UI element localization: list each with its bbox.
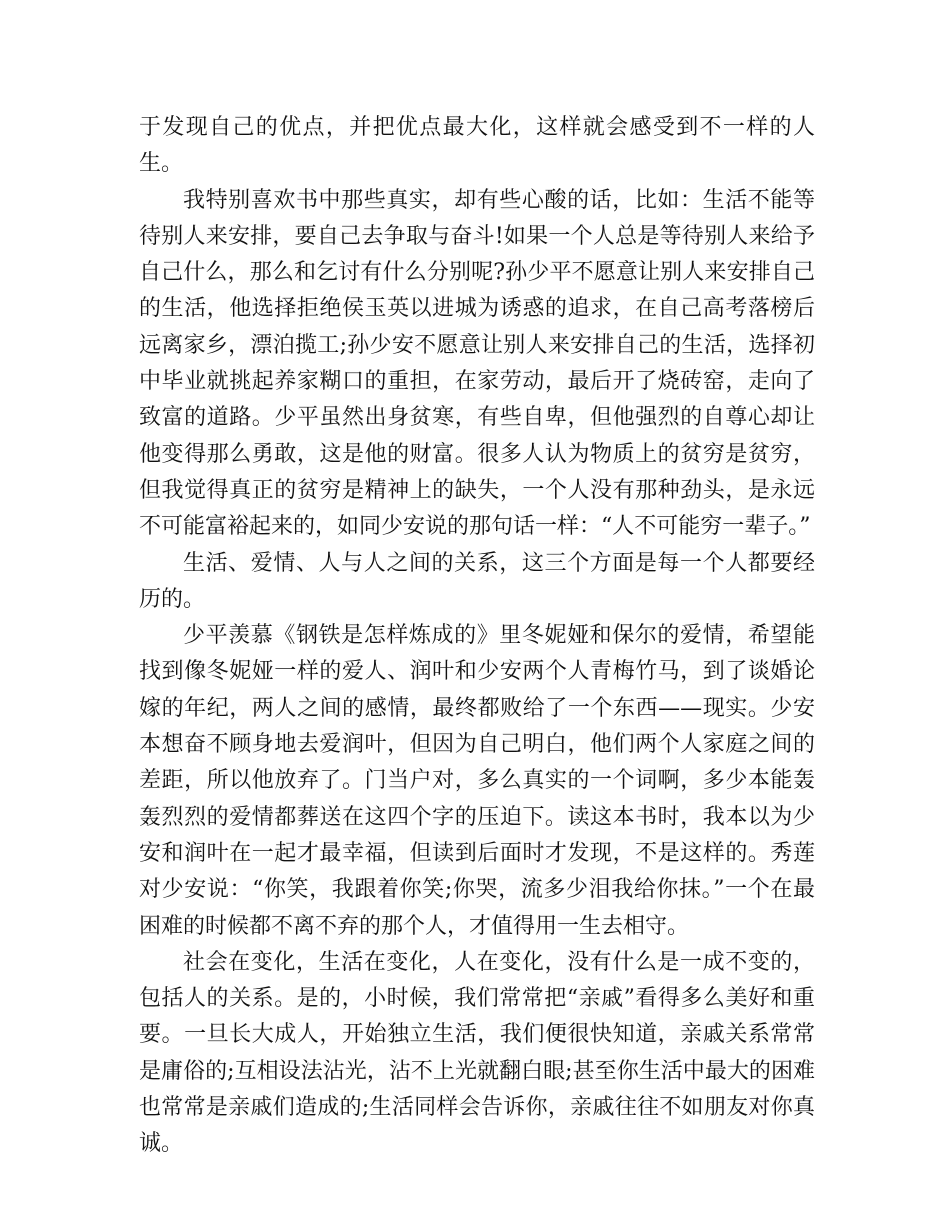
paragraph-favorite-quotes: 我特别喜欢书中那些真实，却有些心酸的话，比如：生活不能等待别人来安排，要自己去争取与奋斗!如果一个人总是等待别人来给予自己什么，那么和乞讨有什么分别呢?孙少平不愿意让别人来安排自己的生活，他选择拒绝侯玉英以进城为诱惑的追求，在自己高考落榜后远离家乡，漂泊揽工;孙少安不愿意让别人来安排自己的生活，选择初中毕业就挑起养家糊口的重担，在家劳动，最后开了烧砖窑，走向了致富的道路。少平虽然出身贫寒，有些自卑，但他强烈的自尊心却让他变得那么勇敢，这是他的财富。很多人认为物质上的贫穷是贫穷，但我觉得真正的贫穷是精神上的缺失，一个人没有那种劲头，是永远不可能富裕起来的，如同少安说的那句话一样：“人不可能穷一辈子。” xyxy=(139,187,815,540)
paragraph-continuation: 于发现自己的优点，并把优点最大化，这样就会感受到不一样的人生。 xyxy=(139,115,815,177)
paragraph-three-aspects: 生活、爱情、人与人之间的关系，这三个方面是每一个人都要经历的。 xyxy=(139,550,815,612)
paragraph-love: 少平羡慕《钢铁是怎样炼成的》里冬妮娅和保尔的爱情，希望能找到像冬妮娅一样的爱人、润叶和少安两个人青梅竹马，到了谈婚论嫁的年纪，两人之间的感情，最终都败给了一个东西——现实。少安本想奋不顾身地去爱润叶，但因为自己明白，他们两个人家庭之间的差距，所以他放弃了。门当户对，多么真实的一个词啊，多少本能轰轰烈烈的爱情都葬送在这四个字的压迫下。读这本书时，我本以为少安和润叶在一起才最幸福，但读到后面时才发现，不是这样的。秀莲对少安说：“你笑，我跟着你笑;你哭，流多少泪我给你抹。”一个在最困难的时候都不离不弃的那个人，才值得用一生去相守。 xyxy=(139,623,815,939)
paragraph-relationships: 社会在变化，生活在变化，人在变化，没有什么是一成不变的，包括人的关系。是的，小时候，我们常常把“亲戚”看得多么美好和重要。一旦长大成人，开始独立生活，我们便很快知道，亲戚关系常常是庸俗的;互相设法沾光，沾不上光就翻白眼;甚至你生活中最大的困难也常常是亲戚们造成的;生活同样会告诉你，亲戚往往不如朋友对你真诚。 xyxy=(139,949,815,1157)
document-page xyxy=(139,110,815,1163)
